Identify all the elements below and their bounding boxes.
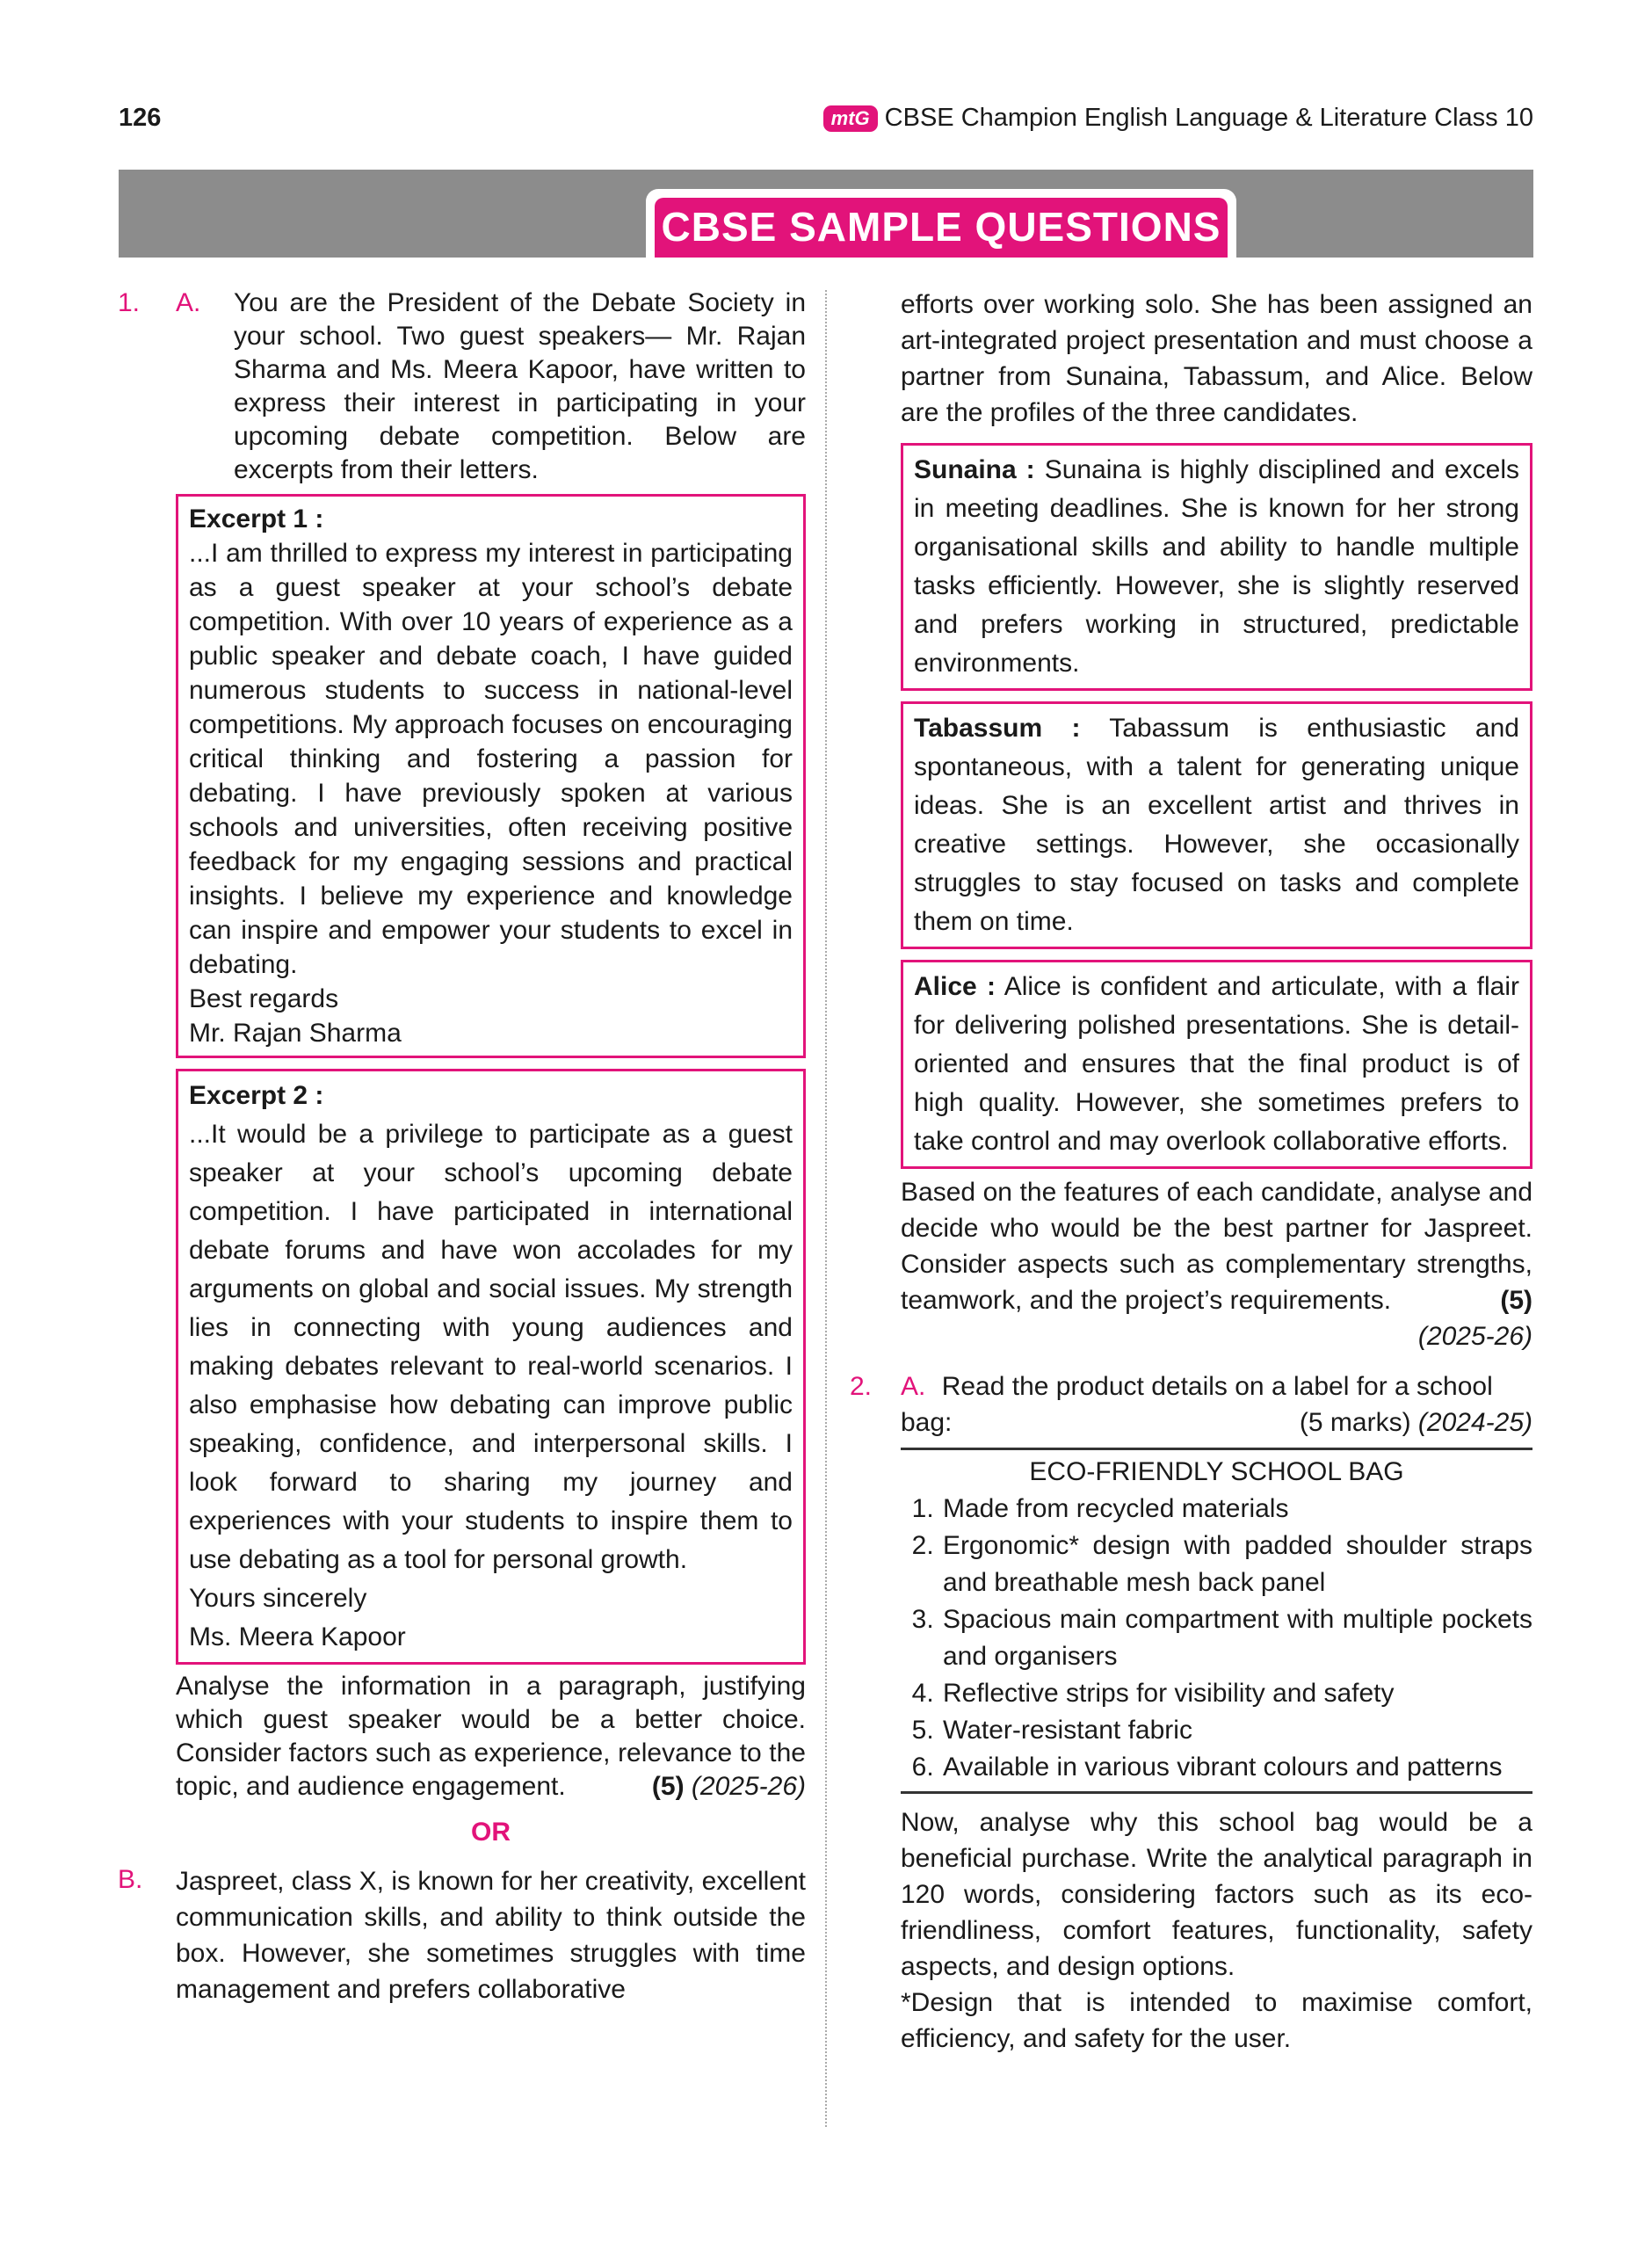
list-item: 2. Ergonomic* design with padded shoulder straps and breathable mesh back panel [941,1528,1532,1601]
marks-tag [1300,1404,1532,1441]
q1b-intro-block [118,1863,806,2007]
q1b-intro-right: efforts over working solo. She has been assigned an art-integrated project presentation and must choose a partner from Sunaina, Tabassum, and Alice. Below are the profiles of the three candidates. [901,290,1532,427]
product-label-title: ECO-FRIENDLY SCHOOL BAG [1029,1457,1404,1486]
q1b-task-text: Based on the features of each candidate, analyse and decide who would be the best partner for Jaspreet. Consider aspects such as complementary strengths, teamwork, and the project’s requirements. [901,1178,1532,1315]
profile-box-alice [901,960,1532,1169]
excerpt-signature: Ms. Meera Kapoor [189,1622,406,1651]
marks: (5) [1500,1286,1532,1315]
q1a-intro: You are the President of the Debate Society in your school. Two guest speakers— Mr. Rajan Sharma and Ms. Meera Kapoor, have written to express their interest in participating in your upcoming debate competition. Below are excerpts from their letters. [234,288,806,484]
excerpt-box-1 [176,494,806,1058]
profile-text: Sunaina is highly disciplined and excels in meeting deadlines. She is known for her strong organisational skills and ability to handle multiple tasks efficiently. However, she is slightly reserved and prefers working in structured, predictable environments. [914,455,1519,678]
excerpt-title: Excerpt 1 : [189,504,324,533]
q2-intro-block [850,1368,1532,1441]
q1a-task-text: Analyse the information in a paragraph, justifying which guest speaker would be a better choice. Consider factors such as experience, relevance to the topic, and audience engagement. [176,1672,806,1801]
page-header [119,98,1533,142]
q1a-task [176,1670,806,1804]
book-title-line [823,104,1533,133]
option-label: A. [901,1372,926,1401]
list-item: 4. Reflective strips for visibility and safety [941,1675,1532,1712]
year: (2025-26) [691,1772,806,1801]
year: (2024-25) [1417,1408,1532,1437]
right-column [850,287,1532,2057]
profile-box-tabassum [901,701,1532,949]
list-item: 5. Water-resistant fabric [941,1712,1532,1749]
excerpt-closing: Yours sincerely [189,1584,367,1613]
book-title: CBSE Champion English Language & Literature Class 10 [884,104,1533,132]
profile-text: Alice is confident and articulate, with a flair for delivering polished presentations. She is detail-oriented and ensures that the final product is of high quality. However, she sometimes prefers to take control and may overlook collaborative efforts. [914,972,1519,1156]
question-number: 1. [118,288,141,317]
q1a-intro-block [118,287,806,487]
q2-footnote: *Design that is intended to maximise comfort, efficiency, and safety for the user. [901,1988,1532,2053]
column-divider [825,290,827,2127]
marks: (5) [651,1772,685,1801]
product-label [901,1448,1532,1794]
publisher-logo: mtG [823,105,878,132]
section-banner [119,170,1533,258]
marks: (5 marks) [1299,1408,1411,1437]
q1b-intro-left: Jaspreet, class X, is known for her creativity, excellent communication skills, and ability to think outside the box. However, she sometimes struggles with time management and prefers collaborative [176,1867,806,2004]
option-label: A. [176,288,201,317]
option-label: B. [118,1865,143,1894]
q1a-task-block [176,1670,806,1804]
excerpt-body: ...It would be a privilege to participate as a guest speaker at your school’s upcoming debate competition. I have participated in international debate forums and have won accolades for my arguments on global and social issues. My strength lies in connecting with young audiences and making debates relevant to real-world scenarios. I also emphasise how debating can improve public speaking, confidence, and interpersonal skills. I look forward to sharing my journey and experiences with your students to inspire them to use debating as a tool for personal growth. [189,1120,793,1574]
profile-name: Alice : [914,972,996,1001]
banner-title: CBSE SAMPLE QUESTIONS [655,198,1228,258]
profile-text: Tabassum is enthusiastic and spontaneous, with a talent for generating unique ideas. She is an excellent artist and thrives in creative settings. However, she occasionally struggles to stay focused on tasks and complete them on time. [914,714,1519,936]
list-item: 6. Available in various vibrant colours and patterns [941,1749,1532,1786]
banner-tab [646,189,1236,258]
year: (2025-26) [1417,1322,1532,1351]
list-item: 1. Made from recycled materials [941,1491,1532,1528]
question-number: 2. [850,1372,873,1401]
excerpt-body: ...I am thrilled to express my interest in participating as a guest speaker at your school’s debate competition. With over 10 years of experience as a public speaker and debate coach, I have guided numerous students to success in national-level competitions. My approach focuses on encouraging critical thinking and fostering a passion for debating. I have previously spoken at various schools and universities, often receiving positive feedback for my engaging sessions and practical insights. I believe my experience and knowledge can inspire and empower your students to excel in debating. [189,539,793,979]
list-item: 3. Spacious main compartment with multiple pockets and organisers [941,1601,1532,1675]
excerpt-title: Excerpt 2 : [189,1081,324,1110]
profile-name: Sunaina : [914,455,1035,484]
product-feature-list [901,1491,1532,1786]
q1b-task-block [901,1174,1532,1354]
profile-name: Tabassum : [914,714,1081,743]
left-column [118,287,806,2007]
profile-box-sunaina [901,443,1532,691]
marks-tag [652,1770,806,1804]
q2-task: Now, analyse why this school bag would be a beneficial purchase. Write the analytical paragraph in 120 words, considering factors such as its eco-friendliness, comfort features, functionality, safety aspects, and design options. [901,1808,1532,1981]
excerpt-signature: Mr. Rajan Sharma [189,1019,402,1048]
excerpt-closing: Best regards [189,984,339,1013]
excerpt-box-2 [176,1069,806,1665]
q2-intro: Read the product details on a label for a school bag: [901,1372,1493,1437]
q1b-task [901,1174,1532,1318]
or-separator: OR [471,1818,511,1847]
page-number: 126 [119,104,162,132]
